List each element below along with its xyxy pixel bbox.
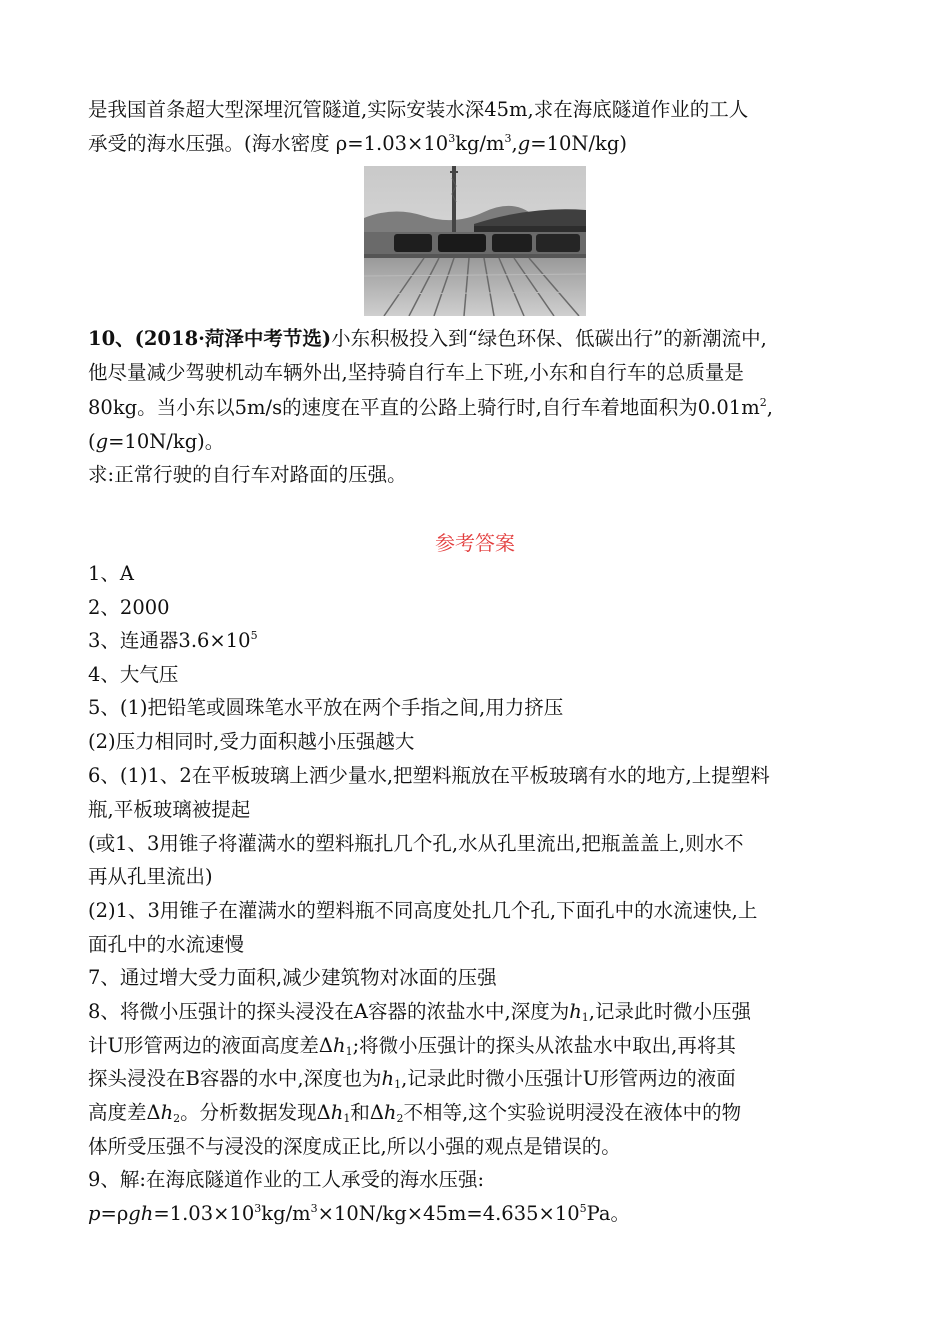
- answers-title: 参考答案: [435, 531, 515, 555]
- answer-6-line-4: 再从孔里流出): [88, 865, 213, 888]
- answer-8-line-2: 计U形管两边的液面高度差$\Delta h_1$;将微小压强计的探头从浓盐水中取出,再将其: [88, 1034, 736, 1058]
- answer-6-line-2: 瓶,平板玻璃被提起: [88, 798, 251, 821]
- q10-line-4: (g=10N/kg)。: [88, 430, 225, 453]
- answer-2: 2、2000: [88, 596, 170, 619]
- q10-line-1: 10、(2018·菏泽中考节选)小东积极投入到“绿色环保、低碳出行”的新潮流中,: [88, 327, 767, 350]
- answer-6-line-5: (2)1、3用锥子在灌满水的塑料瓶不同高度处扎几个孔,下面孔中的水流速快,上: [88, 899, 758, 922]
- answer-6-line-6: 面孔中的水流速慢: [88, 933, 245, 956]
- answer-8-line-5: 体所受压强不与浸没的深度成正比,所以小强的观点是错误的。: [88, 1135, 621, 1158]
- answer-4: 4、大气压: [88, 663, 179, 686]
- answer-7: 7、通过增大受力面积,减少建筑物对冰面的压强: [88, 966, 497, 989]
- answer-8-line-1: 8、将微小压强计的探头浸没在A容器的浓盐水中,深度为$h_1$,记录此时微小压强: [88, 1000, 751, 1024]
- q10-line-5: 求:正常行驶的自行车对路面的压强。: [88, 463, 407, 486]
- q9-line-2: 承受的海水压强。(海水密度 $\rho=1.03\times 10^3kg/m^3,g=10N/kg$): [88, 132, 627, 155]
- tunnel-construction-photo: [364, 166, 586, 316]
- answer-5-line-2: (2)压力相同时,受力面积越小压强越大: [88, 730, 415, 753]
- answer-6-line-3: (或1、3用锥子将灌满水的塑料瓶扎几个孔,水从孔里流出,把瓶盖盖上,则水不: [88, 832, 744, 855]
- answer-9-line-2: $p=\rho gh=1.03\times 10^3kg/m^3\times 10N/kg\times 45m=4.635\times 10^5Pa$。: [88, 1202, 631, 1225]
- q10-line-3: 80kg。当小东以5m/s的速度在平直的公路上骑行时,自行车着地面积为$0.01m^2$,: [88, 396, 773, 419]
- answer-9-line-1: 9、解:在海底隧道作业的工人承受的海水压强:: [88, 1168, 485, 1191]
- answer-1: 1、A: [88, 562, 134, 585]
- answer-5-line-1: 5、(1)把铅笔或圆珠笔水平放在两个手指之间,用力挤压: [88, 696, 564, 719]
- answer-8-line-4: 高度差$\Delta h_2$。分析数据发现$\Delta h_1$和$\Delta h_2$不相等,这个实验说明浸没在液体中的物: [88, 1101, 742, 1125]
- answer-6-line-1: 6、(1)1、2在平板玻璃上洒少量水,把塑料瓶放在平板玻璃有水的地方,上提塑料: [88, 764, 770, 787]
- q9-line-1: 是我国首条超大型深埋沉管隧道,实际安装水深45m,求在海底隧道作业的工人: [88, 98, 749, 121]
- answer-8-line-3: 探头浸没在B容器的水中,深度也为$h_1$,记录此时微小压强计U形管两边的液面: [88, 1067, 736, 1091]
- answer-3: 3、连通器$3.6\times 10^5$: [88, 629, 258, 652]
- q10-line-2: 他尽量减少驾驶机动车辆外出,坚持骑自行车上下班,小东和自行车的总质量是: [88, 361, 744, 384]
